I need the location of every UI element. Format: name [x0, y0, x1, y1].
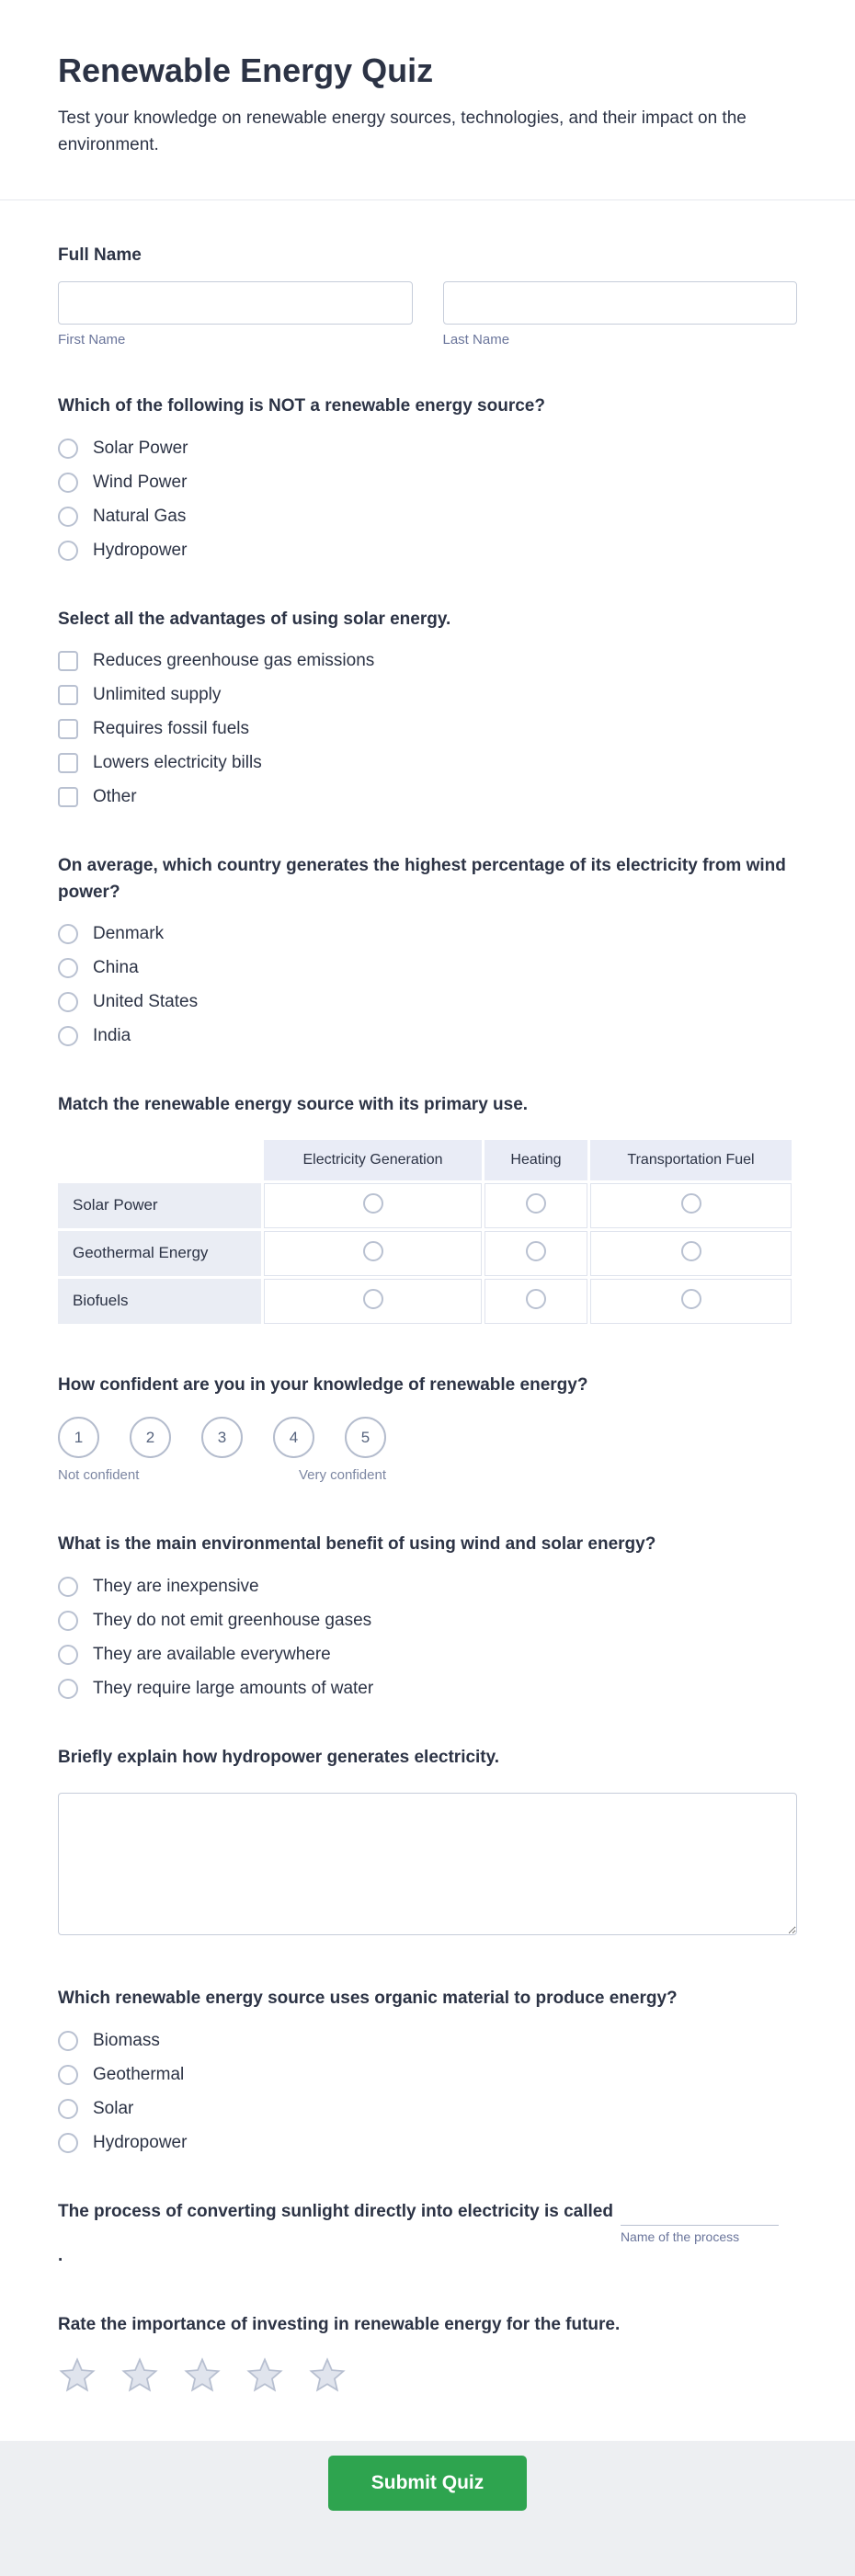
checkbox-icon[interactable]: [58, 719, 78, 739]
radio-icon[interactable]: [58, 2031, 78, 2051]
question-label: On average, which country generates the highest percentage of its electricity from wind power?: [58, 856, 786, 902]
radio-icon[interactable]: [526, 1193, 546, 1214]
matrix-cell[interactable]: [590, 1231, 792, 1276]
star-rating: [58, 2356, 797, 2395]
matrix-row: [58, 1231, 792, 1276]
radio-option[interactable]: [58, 1026, 797, 1046]
fill-blank-line: [58, 2199, 797, 2244]
scale-labels: [58, 1467, 386, 1486]
radio-icon[interactable]: [58, 1645, 78, 1665]
matrix-row: [58, 1279, 792, 1324]
question-organic-source: [58, 1986, 797, 2153]
question-solar-advantages: [58, 607, 797, 808]
first-name-input[interactable]: [58, 281, 413, 325]
radio-icon[interactable]: [58, 958, 78, 978]
option-label: Unlimited supply: [93, 685, 222, 705]
question-fill-blank: [58, 2199, 797, 2266]
radio-option[interactable]: [58, 2031, 797, 2051]
option-label: Wind Power: [93, 472, 188, 492]
radio-option[interactable]: [58, 507, 797, 527]
radio-option[interactable]: [58, 439, 797, 459]
fill-blank-field: [620, 2199, 779, 2244]
option-label: Natural Gas: [93, 506, 187, 526]
question-label: Full Name: [58, 245, 142, 265]
matrix-row-header: Solar Power: [58, 1183, 261, 1228]
radio-icon[interactable]: [58, 2133, 78, 2153]
option-label: United States: [93, 992, 199, 1012]
question-label: What is the main environmental benefit of using wind and solar energy?: [58, 1534, 656, 1555]
radio-icon[interactable]: [681, 1193, 701, 1214]
matrix-header-row: [58, 1140, 792, 1180]
radio-option[interactable]: [58, 2065, 797, 2085]
checkbox-option[interactable]: [58, 685, 797, 705]
form-footer: [0, 2441, 855, 2576]
checkbox-icon[interactable]: [58, 685, 78, 705]
option-label: Hydropower: [93, 540, 188, 560]
question-label: Which of the following is NOT a renewable energy source?: [58, 396, 545, 416]
radio-icon[interactable]: [58, 2065, 78, 2085]
last-name-sublabel: Last Name: [442, 332, 510, 348]
first-name-sublabel: First Name: [58, 332, 126, 348]
radio-icon[interactable]: [58, 1679, 78, 1699]
star-icon[interactable]: [120, 2356, 159, 2395]
option-label: Denmark: [93, 924, 165, 944]
page-subtitle: Test your knowledge on renewable energy sources, technologies, and their impact on the environment.: [58, 108, 747, 155]
last-name-input[interactable]: [443, 281, 798, 325]
option-label: Requires fossil fuels: [93, 719, 250, 739]
option-label: They are inexpensive: [93, 1576, 259, 1596]
radio-option[interactable]: [58, 1645, 797, 1665]
scale-option-5[interactable]: 5: [345, 1417, 386, 1458]
radio-icon[interactable]: [58, 507, 78, 527]
radio-icon[interactable]: [58, 1577, 78, 1597]
radio-icon[interactable]: [681, 1289, 701, 1309]
question-full-name: [58, 243, 797, 348]
star-icon[interactable]: [308, 2356, 347, 2395]
question-label: Match the renewable energy source with its primary use.: [58, 1095, 529, 1115]
hydropower-textarea[interactable]: [58, 1793, 797, 1935]
option-label: Solar Power: [93, 438, 188, 458]
question-wind-country: [58, 853, 797, 1046]
radio-icon[interactable]: [58, 2099, 78, 2119]
checkbox-option[interactable]: [58, 787, 797, 807]
question-label: Select all the advantages of using solar energy.: [58, 609, 451, 629]
question-confidence-scale: [58, 1373, 797, 1487]
scale-option-1[interactable]: 1: [58, 1417, 99, 1458]
scale-row: [58, 1417, 797, 1458]
radio-icon[interactable]: [363, 1241, 383, 1261]
radio-option[interactable]: [58, 2133, 797, 2153]
option-label: Biomass: [93, 2030, 160, 2050]
matrix-cell[interactable]: [264, 1183, 482, 1228]
question-label: Rate the importance of investing in renewable energy for the future.: [58, 2314, 621, 2334]
question-env-benefit: [58, 1532, 797, 1699]
matrix-cell[interactable]: [264, 1279, 482, 1324]
radio-icon[interactable]: [681, 1241, 701, 1261]
name-row: [58, 281, 797, 348]
matrix-cell[interactable]: [484, 1231, 587, 1276]
option-label: China: [93, 958, 139, 978]
radio-icon[interactable]: [58, 992, 78, 1012]
form-header: [0, 0, 855, 200]
radio-option[interactable]: [58, 958, 797, 978]
radio-option[interactable]: [58, 1611, 797, 1631]
scale-option-2[interactable]: 2: [130, 1417, 171, 1458]
option-label: They are available everywhere: [93, 1644, 331, 1664]
radio-option[interactable]: [58, 541, 797, 561]
matrix-cell[interactable]: [590, 1279, 792, 1324]
question-matrix: [58, 1092, 797, 1327]
fill-blank-text: The process of converting sunlight directly into electricity is called: [58, 2201, 613, 2221]
question-label: Which renewable energy source uses organic material to produce energy?: [58, 1989, 678, 2009]
option-label: Other: [93, 787, 137, 807]
radio-icon[interactable]: [363, 1289, 383, 1309]
radio-option[interactable]: [58, 924, 797, 944]
question-hydropower-explain: [58, 1745, 797, 1941]
matrix-cell[interactable]: [590, 1183, 792, 1228]
question-importance-rating: [58, 2312, 797, 2396]
checkbox-option[interactable]: [58, 719, 797, 739]
radio-icon[interactable]: [58, 1026, 78, 1046]
matrix-row: [58, 1183, 792, 1228]
radio-option[interactable]: [58, 1577, 797, 1597]
question-label: How confident are you in your knowledge of renewable energy?: [58, 1374, 588, 1395]
radio-icon[interactable]: [526, 1241, 546, 1261]
matrix-col-header: Heating: [484, 1140, 587, 1180]
checkbox-icon[interactable]: [58, 787, 78, 807]
option-label: They require large amounts of water: [93, 1678, 374, 1698]
radio-icon[interactable]: [58, 541, 78, 561]
submit-button[interactable]: Submit Quiz: [328, 2456, 527, 2511]
page-title: Renewable Energy Quiz: [58, 51, 434, 89]
radio-option[interactable]: [58, 2099, 797, 2119]
option-label: Geothermal: [93, 2064, 185, 2084]
checkbox-icon[interactable]: [58, 753, 78, 773]
checkbox-option[interactable]: [58, 651, 797, 671]
matrix-cell[interactable]: [484, 1279, 587, 1324]
radio-option[interactable]: [58, 473, 797, 493]
matrix-corner-cell: [58, 1140, 261, 1180]
radio-icon[interactable]: [58, 924, 78, 944]
question-label: Briefly explain how hydropower generates electricity.: [58, 1747, 500, 1767]
matrix-cell[interactable]: [264, 1231, 482, 1276]
option-label: Lowers electricity bills: [93, 753, 262, 773]
matrix-row-header: Geothermal Energy: [58, 1231, 261, 1276]
form-body: [0, 200, 855, 2442]
matrix-col-header: Transportation Fuel: [590, 1140, 792, 1180]
scale-min-label: Not confident: [58, 1467, 140, 1484]
question-not-renewable: [58, 393, 797, 561]
option-label: They do not emit greenhouse gases: [93, 1610, 372, 1630]
option-label: Reduces greenhouse gas emissions: [93, 651, 375, 671]
scale-option-4[interactable]: 4: [273, 1417, 314, 1458]
matrix-row-header: Biofuels: [58, 1279, 261, 1324]
matrix-col-header: Electricity Generation: [264, 1140, 482, 1180]
option-label: India: [93, 1026, 131, 1046]
radio-icon[interactable]: [58, 473, 78, 493]
star-icon[interactable]: [183, 2356, 222, 2395]
matrix-table: [55, 1137, 794, 1327]
matrix-cell[interactable]: [484, 1183, 587, 1228]
first-name-field: [58, 281, 413, 348]
checkbox-icon[interactable]: [58, 651, 78, 671]
option-label: Hydropower: [93, 2132, 188, 2152]
radio-icon[interactable]: [58, 439, 78, 459]
fill-blank-sublabel: Name of the process: [620, 2228, 740, 2244]
fill-blank-period: .: [58, 2245, 63, 2265]
checkbox-option[interactable]: [58, 753, 797, 773]
radio-option[interactable]: [58, 992, 797, 1012]
scale-option-3[interactable]: 3: [201, 1417, 243, 1458]
last-name-field: [443, 281, 798, 348]
option-label: Solar: [93, 2098, 134, 2118]
fill-blank-input[interactable]: [621, 2202, 779, 2226]
radio-icon[interactable]: [363, 1193, 383, 1214]
radio-icon[interactable]: [58, 1611, 78, 1631]
radio-icon[interactable]: [526, 1289, 546, 1309]
star-icon[interactable]: [58, 2356, 97, 2395]
star-icon[interactable]: [245, 2356, 284, 2395]
scale-max-label: Very confident: [298, 1467, 386, 1484]
radio-option[interactable]: [58, 1679, 797, 1699]
